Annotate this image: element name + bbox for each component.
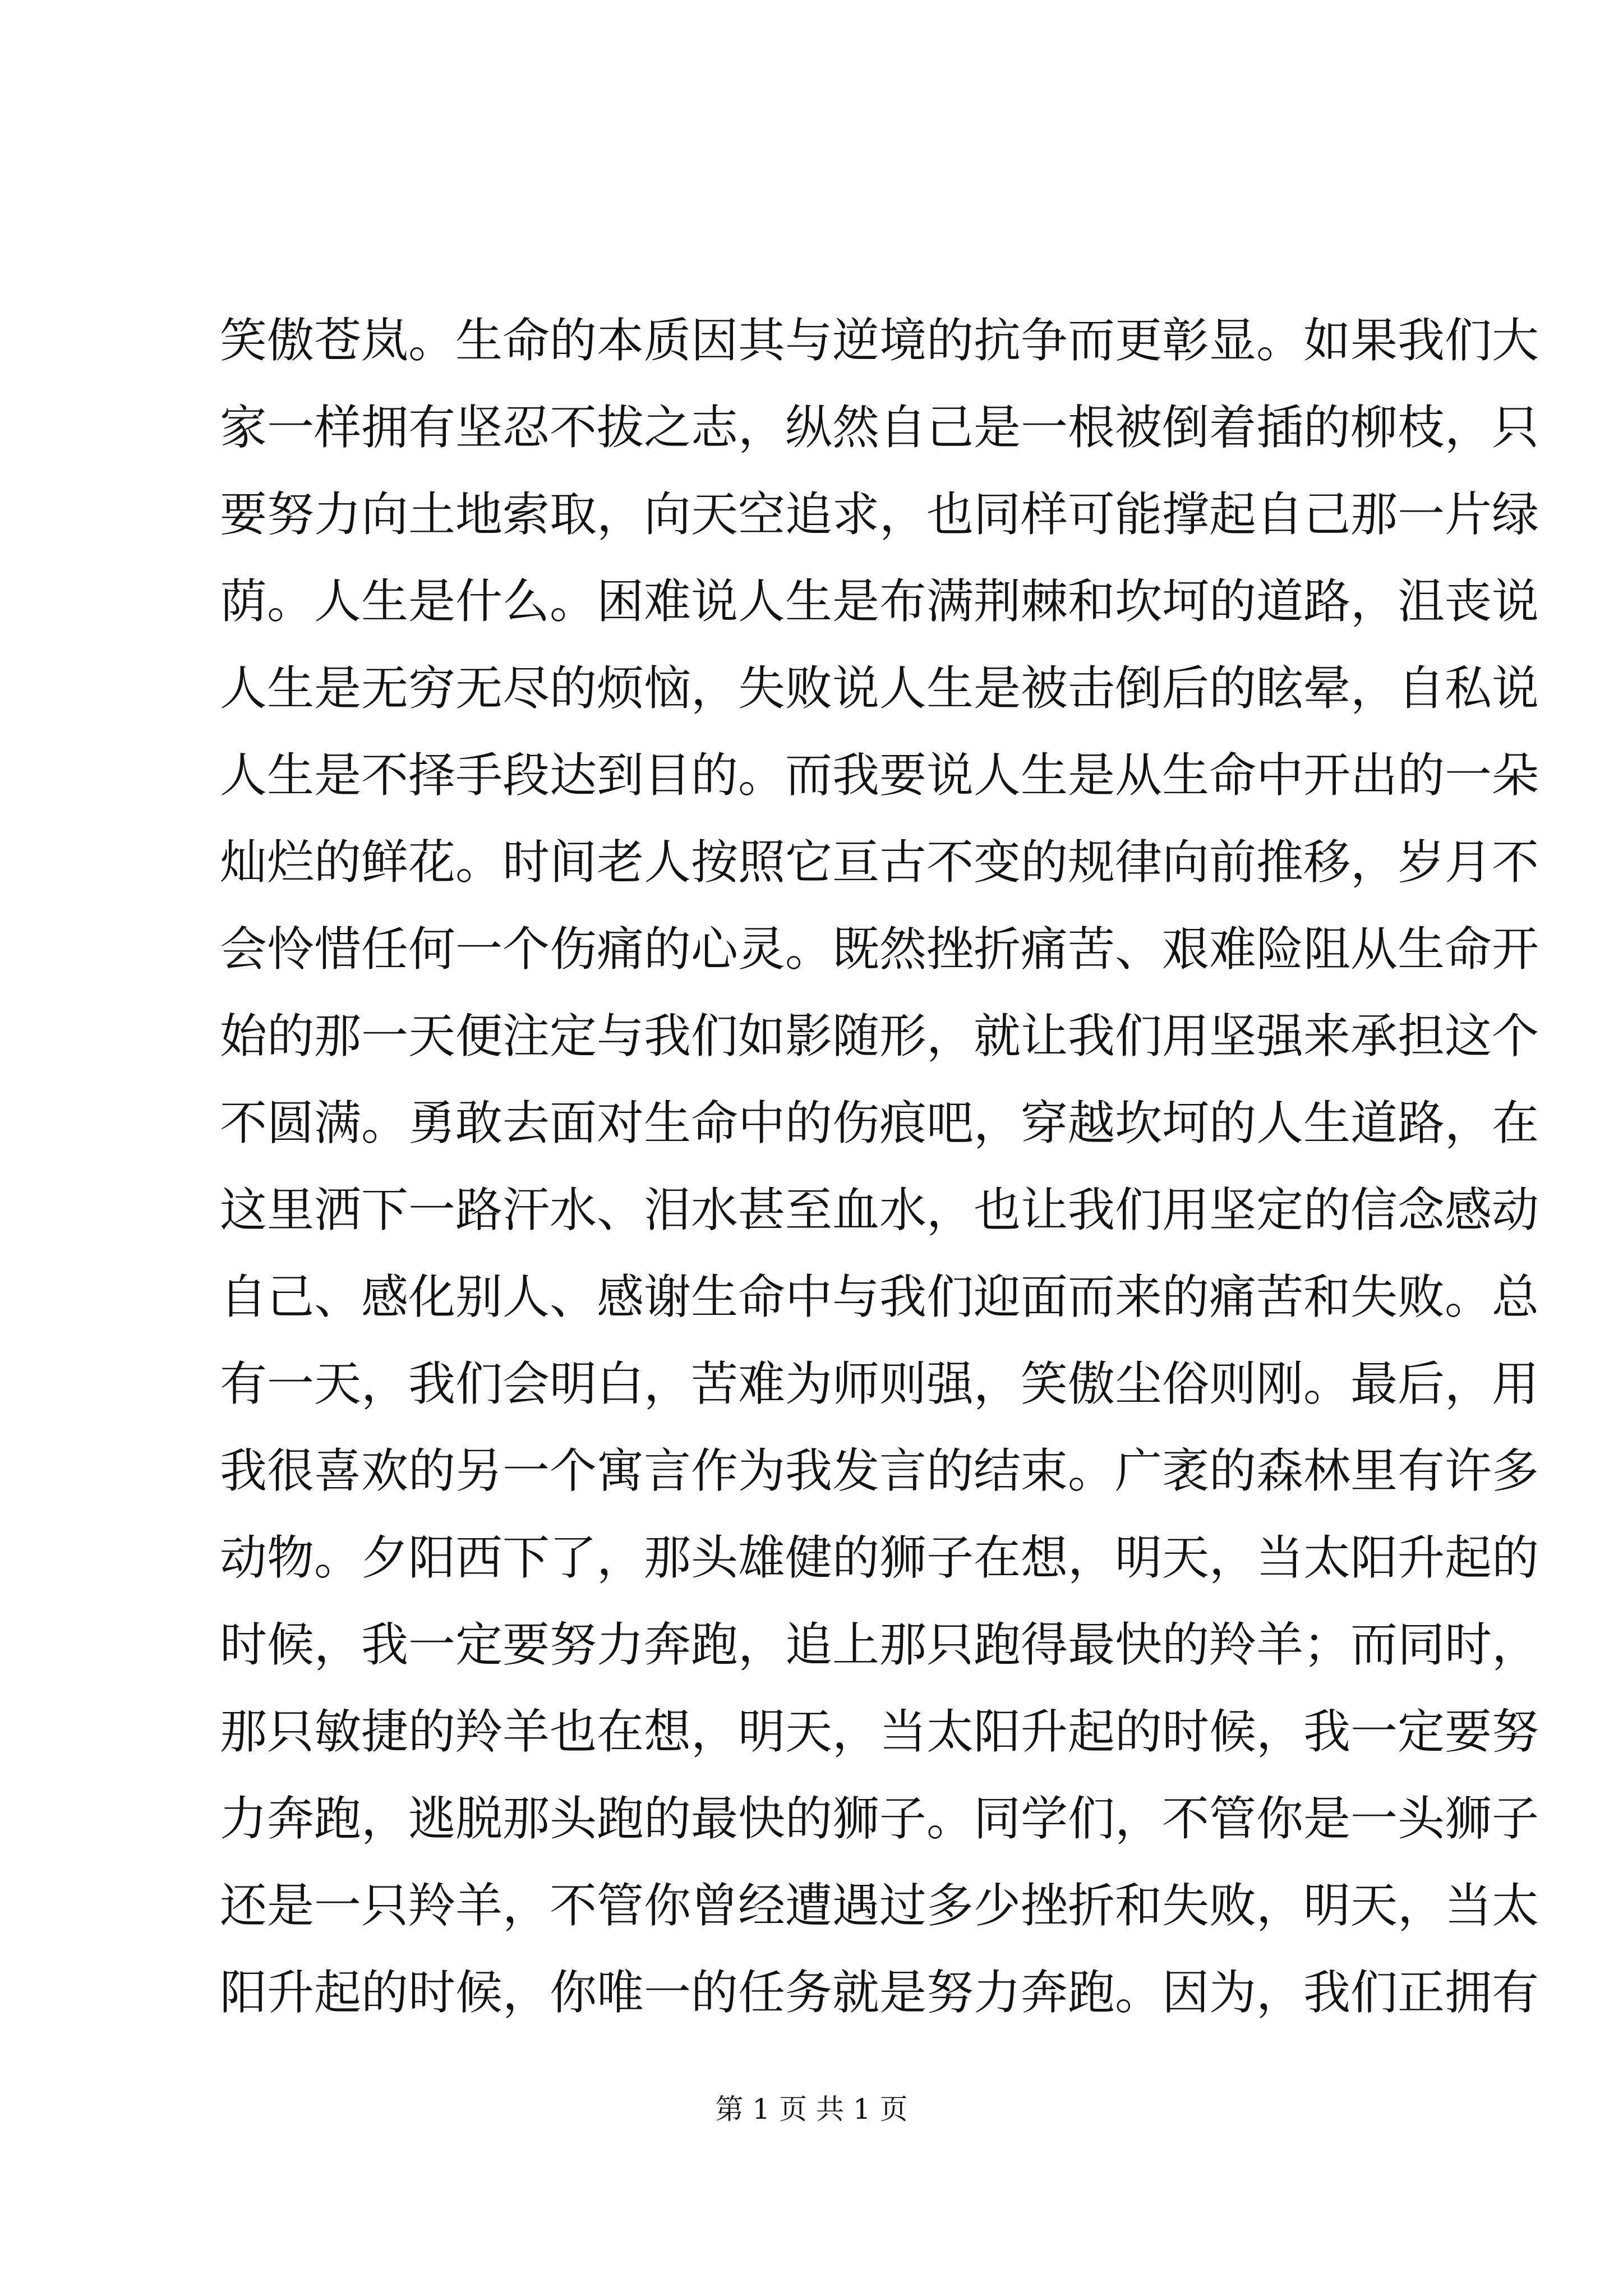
text-line: 灿烂的鲜花。时间老人按照它亘古不变的规律向前推移，岁月不 [220,835,1539,890]
text-line: 自己、感化别人、感谢生命中与我们迎面而来的痛苦和失败。总 [220,1269,1539,1324]
text-line: 那只敏捷的羚羊也在想，明天，当太阳升起的时候，我一定要努 [220,1704,1539,1759]
text-line: 不圆满。勇敢去面对生命中的伤痕吧，穿越坎坷的人生道路，在 [220,1096,1539,1151]
text-line: 这里洒下一路汗水、泪水甚至血水，也让我们用坚定的信念感动 [220,1182,1539,1237]
body-text [220,297,1539,2036]
text-line: 力奔跑，逃脱那头跑的最快的狮子。同学们，不管你是一头狮子 [220,1791,1539,1846]
text-line: 家一样拥有坚忍不拔之志，纵然自己是一根被倒着插的柳枝，只 [220,400,1539,455]
text-line: 有一天，我们会明白，苦难为师则强，笑傲尘俗则刚。最后，用 [220,1356,1539,1411]
text-line: 人生是不择手段达到目的。而我要说人生是从生命中开出的一朵 [220,748,1539,803]
text-line: 始的那一天便注定与我们如影随形，就让我们用坚强来承担这个 [220,1009,1539,1064]
page-footer: 第 1 页 共 1 页 [715,2093,908,2125]
text-line: 荫。人生是什么。困难说人生是布满荆棘和坎坷的道路，沮丧说 [220,574,1539,629]
text-line: 会怜惜任何一个伤痛的心灵。既然挫折痛苦、艰难险阻从生命开 [220,922,1539,977]
text-line: 还是一只羚羊，不管你曾经遭遇过多少挫折和失败，明天，当太 [220,1878,1539,1933]
text-line: 笑傲苍岚。生命的本质因其与逆境的抗争而更彰显。如果我们大 [220,313,1539,368]
text-line: 阳升起的时候，你唯一的任务就是努力奔跑。因为，我们正拥有 [220,1965,1539,2020]
text-line: 动物。夕阳西下了，那头雄健的狮子在想，明天，当太阳升起的 [220,1530,1539,1585]
text-line: 时候，我一定要努力奔跑，追上那只跑得最快的羚羊；而同时， [220,1617,1539,1672]
text-line: 我很喜欢的另一个寓言作为我发言的结束。广袤的森林里有许多 [220,1443,1539,1498]
text-line: 要努力向土地索取，向天空追求，也同样可能撑起自己那一片绿 [220,487,1539,542]
text-line: 人生是无穷无尽的烦恼，失败说人生是被击倒后的眩晕，自私说 [220,661,1539,716]
